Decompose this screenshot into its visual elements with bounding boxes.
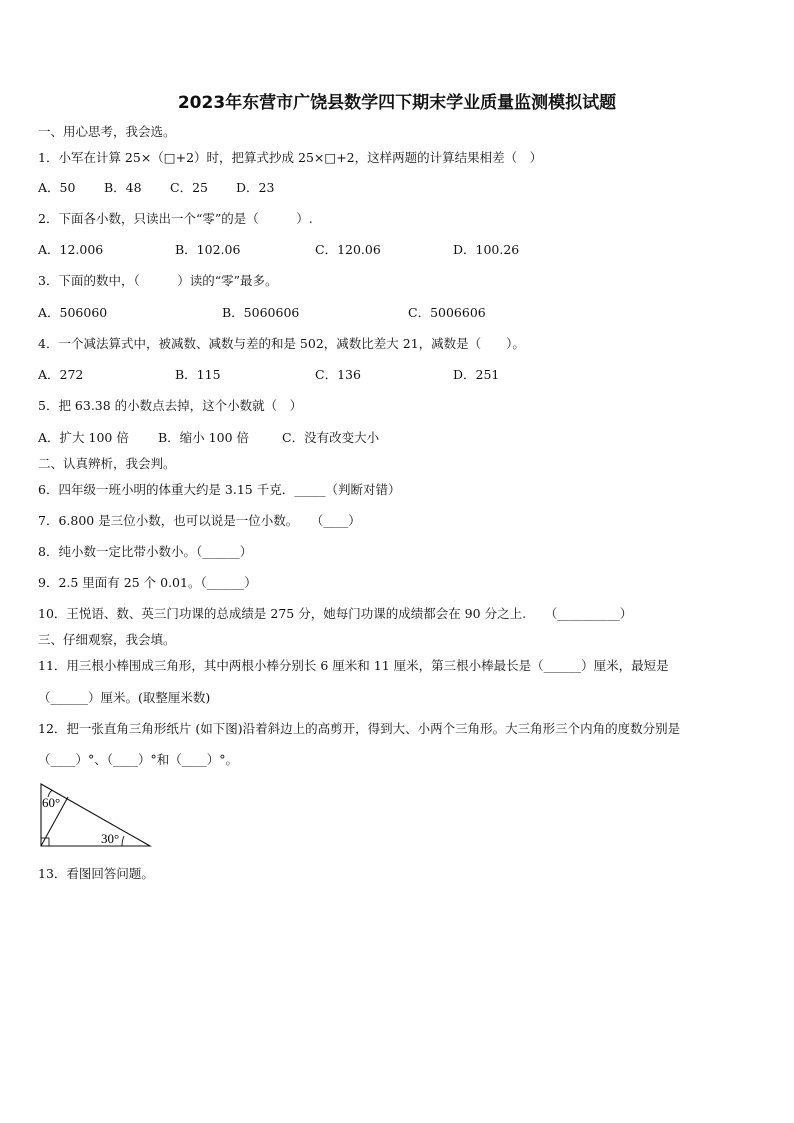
question-10: 10．王悦语、数、英三门功课的总成绩是 275 分，她每门功课的成绩都会在 90 分之上. （__________） xyxy=(38,606,633,621)
q4-option-a: A．272 xyxy=(38,367,84,382)
question-1-options xyxy=(38,178,764,196)
section-heading-3: 三、仔细观察，我会填。 xyxy=(38,632,176,647)
question-6: 6．四年级一班小明的体重大约是 3.15 千克．_____（判断对错） xyxy=(38,482,401,497)
question-13: 13．看图回答问题。 xyxy=(38,866,154,881)
q1-option-a: A．50 xyxy=(38,180,76,195)
triangle-outline xyxy=(41,784,150,846)
page-title: 2023年东营市广饶县数学四下期末学业质量监测模拟试题 xyxy=(177,93,617,113)
q1-option-d: D．23 xyxy=(236,180,275,195)
question-5: 5．把 63.38 的小数点去掉，这个小数就（ ） xyxy=(38,398,303,413)
question-9: 9．2.5 里面有 25 个 0.01。（______） xyxy=(38,575,257,590)
q5-option-b: B．缩小 100 倍 xyxy=(158,430,249,445)
q5-option-a: A．扩大 100 倍 xyxy=(38,430,129,445)
q2-option-a: A．12.006 xyxy=(38,242,104,257)
q2-option-d: D．100.26 xyxy=(453,242,520,257)
question-3: 3．下面的数中，（ ）读的“零”最多。 xyxy=(38,273,278,288)
angle-label-right: 30° xyxy=(101,831,120,846)
question-3-options xyxy=(38,303,764,321)
question-2: 2．下面各小数，只读出一个“零”的是（ ）. xyxy=(38,211,313,226)
question-11-line-1: 11．用三根小棒围成三角形，其中两根小棒分别长 6 厘米和 11 厘米，第三根小棒最长是（______）厘米，最短是 xyxy=(38,658,669,673)
section-heading-1: 一、用心思考，我会选。 xyxy=(38,124,176,139)
question-4-options xyxy=(38,365,764,383)
q3-option-b: B．5060606 xyxy=(222,305,300,320)
q2-option-b: B．102.06 xyxy=(175,242,241,257)
question-7: 7．6.800 是三位小数，也可以说是一位小数。 （____） xyxy=(38,513,361,528)
question-12-line-2: （____）°、（____）°和（____）°。 xyxy=(38,752,239,767)
q4-option-b: B．115 xyxy=(175,367,221,382)
q1-option-b: B．48 xyxy=(104,180,142,195)
question-8: 8．纯小数一定比带小数小。（______） xyxy=(38,544,253,559)
q4-option-d: D．251 xyxy=(453,367,500,382)
question-11-line-2: （______）厘米。(取整厘米数) xyxy=(38,690,211,705)
angle-arc-right xyxy=(122,836,124,846)
q2-option-c: C．120.06 xyxy=(315,242,381,257)
q3-option-c: C．5006606 xyxy=(408,305,486,320)
q1-option-c: C．25 xyxy=(170,180,208,195)
angle-label-top: 60° xyxy=(42,795,61,810)
q3-option-a: A．506060 xyxy=(38,305,108,320)
section-heading-2: 二、认真辨析，我会判。 xyxy=(38,456,176,471)
q5-option-c: C．没有改变大小 xyxy=(282,430,380,445)
question-4: 4．一个减法算式中，被减数、减数与差的和是 502，减数比差大 21，减数是（ ）。 xyxy=(38,336,525,351)
question-2-options xyxy=(38,240,764,258)
question-5-options xyxy=(38,428,764,446)
question-1: 1．小军在计算 25×（□+2）时，把算式抄成 25×□+2，这样两题的计算结果相差（ ） xyxy=(38,150,543,165)
question-12-line-1: 12．把一张直角三角形纸片 (如下图)沿着斜边上的高剪开，得到大、小两个三角形。大三角形三个内角的度数分别是 xyxy=(38,721,681,736)
q4-option-c: C．136 xyxy=(315,367,361,382)
right-triangle-figure xyxy=(38,780,158,850)
